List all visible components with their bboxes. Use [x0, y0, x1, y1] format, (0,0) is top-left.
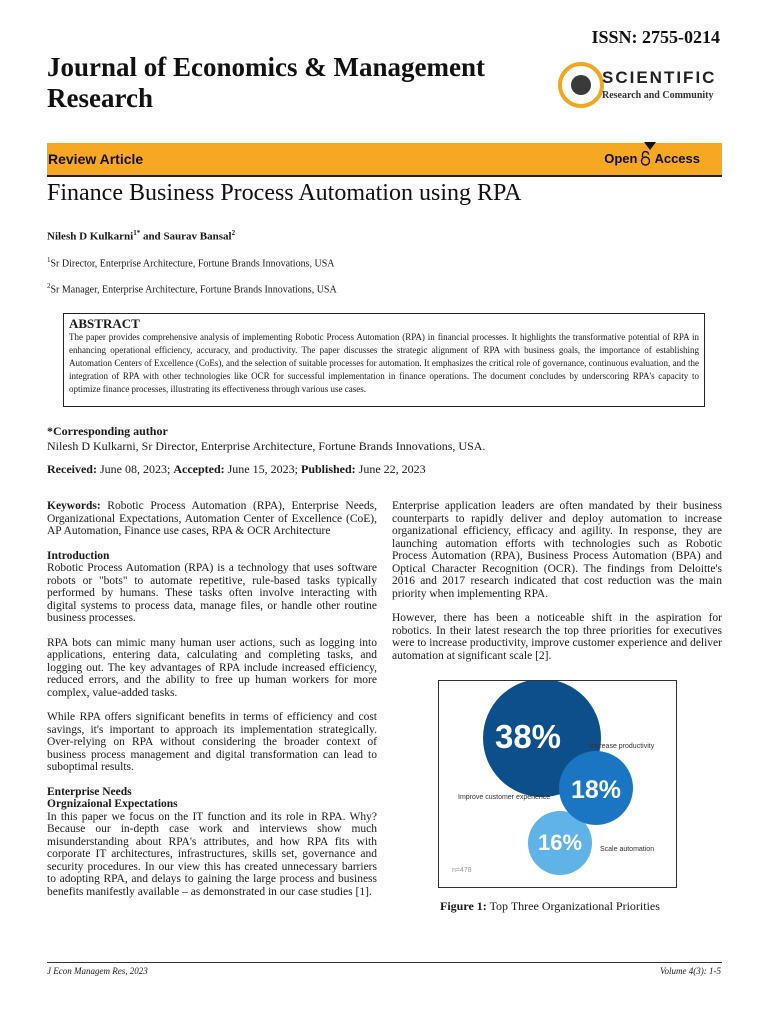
- intro-paragraph-1: Robotic Process Automation (RPA) is a technology that uses software robots or "bots" to automate repetitive, rule-based tasks typically performed by humans. These tasks often involve interacting with digital systems to process data, manage files, or handle other routine business processes.: [47, 562, 377, 624]
- intro-paragraph-3: While RPA offers significant benefits in terms of efficiency and cost savings, it's important to approach its implementation strategically. Over-relying on RPA without considering the broader context of business process management and digital transformation can lead to suboptimal results.: [47, 711, 377, 773]
- left-column: [47, 500, 377, 910]
- affiliation-1-sup: 1: [47, 256, 51, 264]
- author-1-sup: 1*: [133, 229, 141, 237]
- accepted-label: Accepted:: [173, 462, 225, 476]
- publisher-logo[interactable]: [558, 60, 728, 112]
- intro-heading: Introduction: [47, 549, 110, 562]
- publication-dates: [47, 462, 426, 477]
- bubble-value-label-1: 38%: [494, 718, 562, 755]
- logo-name: SCIENTIFIC: [602, 68, 717, 87]
- abstract-box: [63, 313, 705, 407]
- open-lock-icon: [640, 151, 651, 166]
- bubble-value-label-3: 16%: [537, 830, 583, 855]
- open-access-marker-icon: [644, 142, 656, 150]
- affiliation-1: [47, 256, 334, 269]
- author-2[interactable]: Saurav Bansal: [163, 230, 232, 243]
- right-paragraph-2: However, there has been a noticeable shift in the aspiration for robotics. In their latest research the top three priorities for executives were to increase productivity, improve customer experience and deliver automation at significant scale [2].: [392, 612, 722, 662]
- figure-caption: [440, 899, 660, 914]
- abstract-text: The paper provides comprehensive analysis of implementing Robotic Process Automation (RPA) in financial processes. It highlights the transformative potential of RPA in enhancing operational efficiency, accuracy, and productivity. The paper discusses the strategic alignment of RPA with business goals, the importance of establishing Automation Centers of Excellence (CoEs), and the selection of suitable processes for automation. It emphasizes the critical role of governance, continuous evaluation, and the integration of RPA with other technologies like OCR for successful implementation in finance operations. The document concludes by underscoring RPA's capacity to optimize finance processes, illustrating its effectiveness through various use cases.: [69, 332, 699, 394]
- right-paragraph-1: Enterprise application leaders are often mandated by their business counterparts to rapidly deliver and deploy automation to increase organizational efficiency, efficacy and agility. In response, they are launching automation efforts with technologies such as Robotic Process Automation (RPA), Business Process Automation (BPA) and Optical Character Recognition (OCR). The findings from Deloitte's 2016 and 2017 research indicated that cost reduction was the main priority when implementing RPA.: [392, 500, 722, 600]
- issn: ISSN: 2755-0214: [591, 27, 720, 47]
- accepted-date: June 15, 2023;: [224, 462, 301, 476]
- keywords-label: Keywords:: [47, 500, 101, 512]
- figure-1: [438, 680, 677, 888]
- bubble-value-label-2: 18%: [570, 776, 622, 804]
- author-list: [47, 229, 235, 243]
- affiliation-2: [47, 282, 337, 295]
- published-label: Published:: [300, 462, 356, 476]
- expectations-heading: Orgnizaional Expectations: [47, 798, 178, 810]
- received-date: June 08, 2023;: [96, 462, 174, 476]
- published-date: June 22, 2023: [355, 462, 426, 476]
- footer-volume: Volume 4(3): 1-5: [660, 966, 721, 976]
- corresponding-author: [47, 424, 717, 454]
- article-type-banner: [47, 143, 722, 177]
- logo-emblem-icon: [558, 62, 604, 108]
- author-1[interactable]: Nilesh D Kulkarni: [47, 230, 134, 243]
- journal-title: Journal of Economics & Management Research: [47, 52, 485, 113]
- corresponding-text: Nilesh D Kulkarni, Sr Director, Enterprise Architecture, Fortune Brands Innovations, USA.: [47, 439, 486, 453]
- figure-caption-label: Figure 1:: [440, 899, 487, 913]
- keywords: [47, 500, 377, 538]
- affiliation-2-text: Sr Manager, Enterprise Architecture, Fortune Brands Innovations, USA: [50, 284, 337, 296]
- affiliation-2-sup: 2: [47, 282, 51, 290]
- needs-paragraph: In this paper we focus on the IT function and its role in RPA. Why? Because our in-depth case work and interviews show much misunderstanding about RPA's attributes, and how RPA fits with corporate IT architectures, infrastructures, skills set, governance and security procedures. In our view this has created unnecessary barriers to adopting RPA, and delays to gaining the large process and business benefits manifestly available – as demonstrated in our case studies [1].: [47, 810, 377, 898]
- footer-citation: J Econ Managem Res, 2023: [47, 966, 148, 976]
- category-label-2: Improve customer experience: [458, 794, 551, 801]
- received-label: Received:: [47, 462, 97, 476]
- affiliation-1-text: Sr Director, Enterprise Architecture, Fortune Brands Innovations, USA: [50, 258, 335, 270]
- logo-tagline: Research and Community: [602, 90, 714, 101]
- open-access-left: Open: [604, 151, 638, 166]
- enterprise-needs-heading: Enterprise Needs: [47, 785, 132, 798]
- intro-paragraph-2: RPA bots can mimic many human user actions, such as logging into applications, entering data, calculating and completing tasks, and logging out. The key advantages of RPA include increased efficiency, reduced errors, and the ability to free up human workers for more complex, value-added tasks.: [47, 636, 377, 699]
- bubble-chart: [439, 681, 676, 887]
- footer-divider: [47, 962, 722, 963]
- corresponding-heading: *Corresponding author: [47, 424, 168, 438]
- open-access-right: Access: [654, 151, 700, 166]
- category-label-1: Increase productivity: [590, 743, 655, 750]
- keywords-text: Robotic Process Automation (RPA), Enterprise Needs, Organizational Expectations, Automation Center of Excellence (CoE), AP Automation, Finance use cases, RPA & OCR Architecture: [47, 500, 377, 537]
- author-join: and: [140, 230, 164, 243]
- category-label-3: Scale automation: [600, 846, 655, 853]
- author-2-sup: 2: [231, 229, 236, 237]
- article-type-label: Review Article: [48, 151, 144, 167]
- sample-size-note: n=478: [452, 867, 472, 874]
- abstract-heading: ABSTRACT: [69, 316, 140, 331]
- right-column: [392, 500, 722, 674]
- open-access-badge[interactable]: [604, 151, 700, 166]
- figure-caption-text: Top Three Organizational Priorities: [486, 899, 660, 913]
- article-title: Finance Business Process Automation using RPA: [47, 180, 522, 206]
